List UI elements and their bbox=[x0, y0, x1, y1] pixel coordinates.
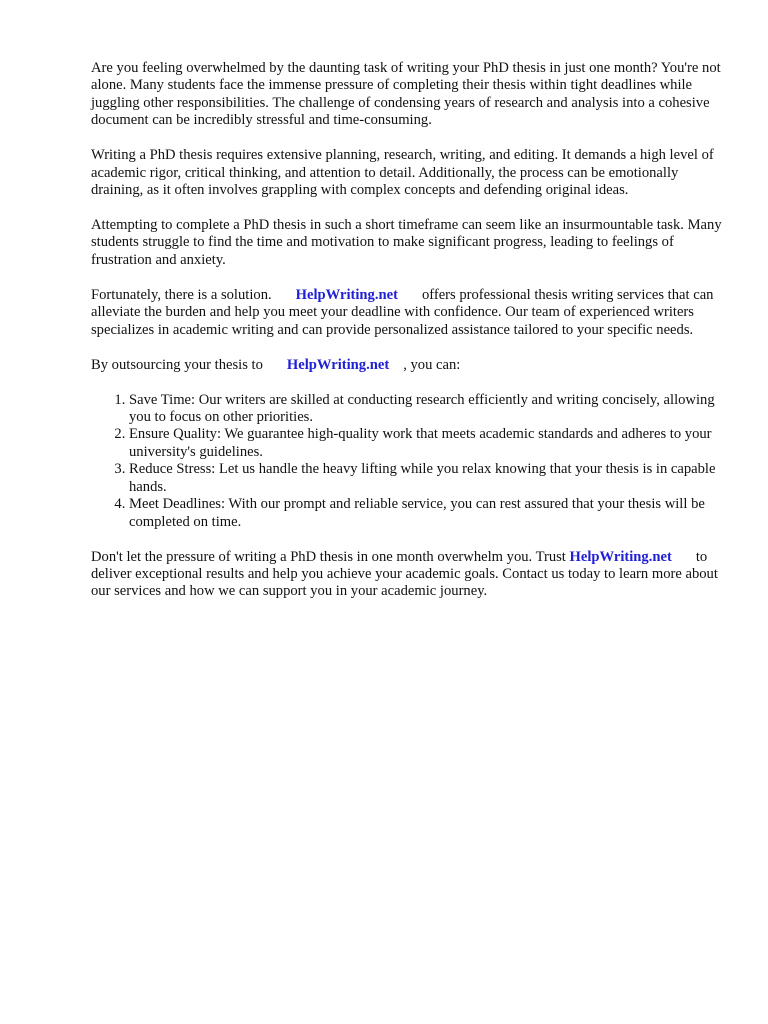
closing-text-after: to deliver exceptional results and help you achieve your academic goals. Contact us today to learn more about our services and how we can support you in your academic journey. bbox=[91, 548, 718, 600]
list-item: 1. Save Time: Our writers are skilled at conducting research efficiently and writing concisely, allowing you to focus on other priorities. bbox=[129, 392, 731, 427]
challenge-paragraph: Attempting to complete a PhD thesis in such a short timeframe can seem like an insurmountable task. Many students struggle to find the time and motivation to make significant progress, leading to feelings of frustration and anxiety. bbox=[91, 217, 722, 268]
solution-text-after: offers professional thesis writing services that can alleviate the burden and help you meet your deadline with confidence. Our team of experienced writers specializes in academic writing and can provide personalized assistance tailored to your specific needs. bbox=[91, 286, 714, 338]
helpwriting-link-3[interactable]: HelpWriting.net bbox=[569, 548, 672, 565]
intro-paragraph: Are you feeling overwhelmed by the daunting task of writing your PhD thesis in just one month? You're not alone. Many students face the immense pressure of completing their thesis within tight deadlines while juggling other responsibilities. The challenge of condensing years of research and analysis into a cohesive document can be incredibly stressful and time-consuming. bbox=[91, 60, 721, 129]
solution-paragraph bbox=[91, 287, 731, 339]
list-item: 4. Meet Deadlines: With our prompt and reliable service, you can rest assured that your thesis will be completed on time. bbox=[129, 496, 731, 531]
list-item: 2. Ensure Quality: We guarantee high-quality work that meets academic standards and adheres to your university's guidelines. bbox=[129, 426, 731, 461]
benefits-list bbox=[91, 392, 731, 531]
solution-text-before: Fortunately, there is a solution. bbox=[91, 286, 272, 303]
helpwriting-link-1[interactable]: HelpWriting.net bbox=[295, 286, 398, 303]
requirements-paragraph: Writing a PhD thesis requires extensive planning, research, writing, and editing. It demands a high level of academic rigor, critical thinking, and attention to detail. Additionally, the process can be emotionally draining, as it often involves grappling with complex concepts and defending original ideas. bbox=[91, 147, 714, 199]
list-item: 3. Reduce Stress: Let us handle the heavy lifting while you relax knowing that your thesis is in capable hands. bbox=[129, 461, 731, 496]
closing-paragraph bbox=[91, 549, 731, 601]
outsourcing-paragraph bbox=[91, 357, 731, 374]
outsourcing-text-before: By outsourcing your thesis to bbox=[91, 356, 263, 373]
outsourcing-text-after: , you can: bbox=[403, 356, 461, 373]
closing-text-before: Don't let the pressure of writing a PhD thesis in one month overwhelm you. Trust bbox=[91, 548, 566, 565]
document-body bbox=[91, 60, 731, 618]
helpwriting-link-2[interactable]: HelpWriting.net bbox=[286, 356, 390, 373]
